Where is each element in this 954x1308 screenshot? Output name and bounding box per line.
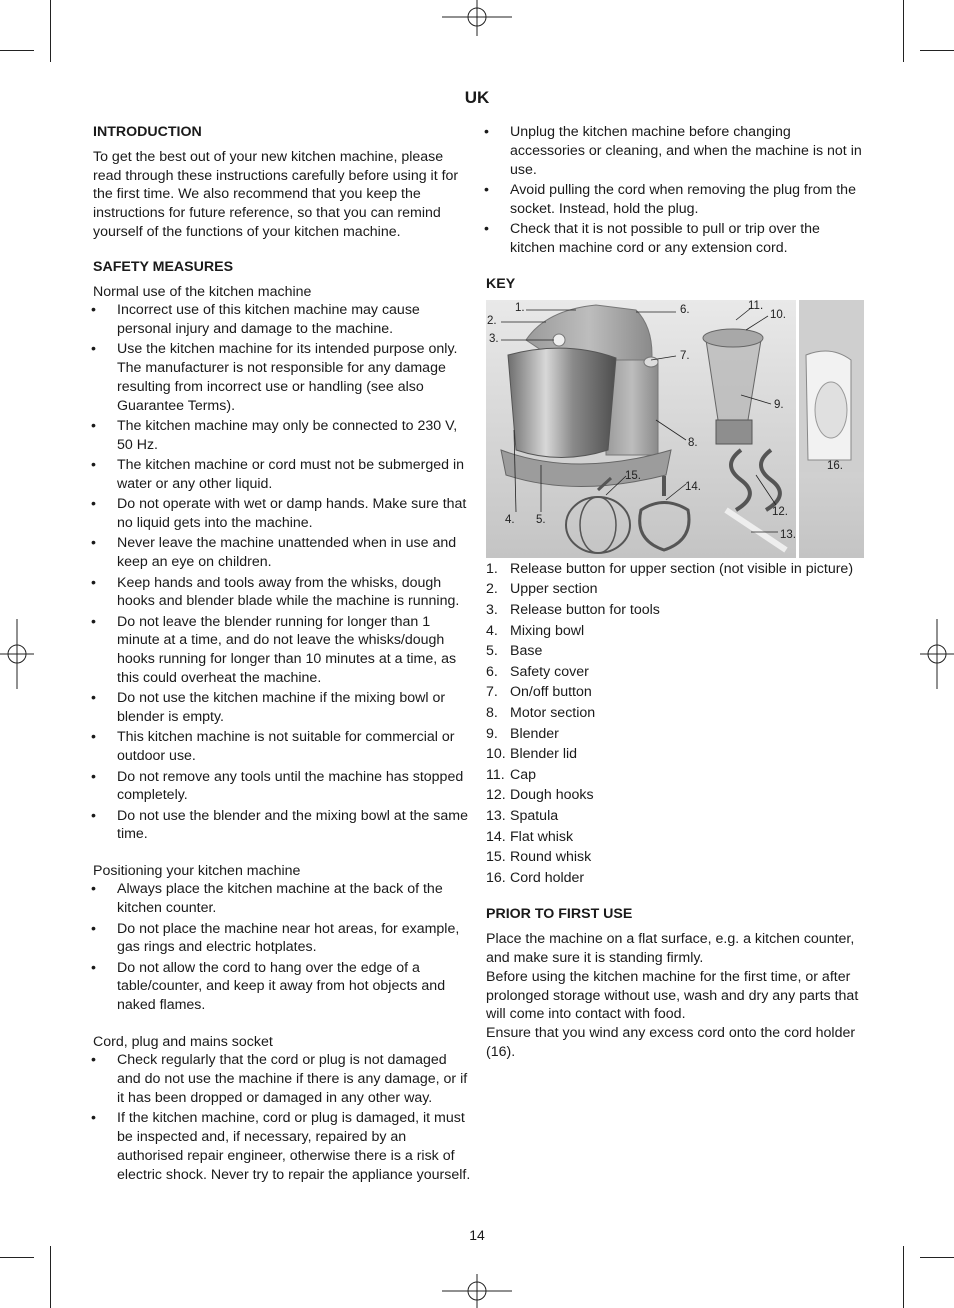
callout-label: 15.	[625, 469, 641, 482]
crop-mark	[0, 1257, 34, 1258]
list-item: • Incorrect use of this kitchen machine may cause personal injury and damage to the machine.	[93, 301, 471, 339]
list-item: 9. Blender	[486, 725, 559, 742]
list-item: • Do not use the blender and the mixing bowl at the same time.	[93, 807, 471, 845]
crop-mark	[903, 1246, 904, 1308]
list-item: • Do not leave the blender running for longer than 1 minute at a time, and do not leave the whisks/dough hooks running for longer than 10 minutes at a time, as this could overheat the machine.	[93, 613, 471, 688]
callout-label: 14.	[685, 480, 701, 493]
list-item: 8. Motor section	[486, 705, 596, 722]
cord-list	[93, 1051, 471, 1184]
callout-label: 5.	[536, 513, 546, 526]
callout-label: 16.	[827, 459, 843, 472]
list-item: • The kitchen machine or cord must not be submerged in water or any other liquid.	[93, 456, 471, 494]
left-column	[93, 123, 471, 1186]
callout-label: 6.	[680, 303, 690, 316]
list-item: 16. Cord holder	[486, 869, 585, 886]
introduction-text: To get the best out of your new kitchen machine, please read through these instructions carefully before using it for the first time. We also recommend that you keep the instructions for future reference, so that you can remind yourself of the functions of your kitchen machine.	[93, 148, 459, 240]
callout-label: 3.	[489, 332, 499, 345]
key-list	[486, 560, 864, 888]
key-heading: KEY	[486, 276, 516, 293]
kitchen-machine-photo	[486, 300, 864, 558]
registration-mark-top	[442, 0, 512, 36]
crop-mark	[0, 50, 34, 51]
crop-mark	[920, 1257, 954, 1258]
list-item: • This kitchen machine is not suitable for commercial or outdoor use.	[93, 728, 471, 766]
list-item: • Unplug the kitchen machine before changing accessories or cleaning, and when the machine is not in use.	[486, 123, 864, 179]
list-item: • The kitchen machine may only be connected to 230 V, 50 Hz.	[93, 417, 471, 455]
positioning-heading: Positioning your kitchen machine	[93, 862, 301, 879]
list-item: • Check that it is not possible to pull or trip over the kitchen machine cord or any extension cord.	[486, 220, 864, 258]
callout-label: 12.	[772, 505, 788, 518]
crop-mark	[50, 1246, 51, 1308]
prior-paragraph: Place the machine on a flat surface, e.g. a kitchen counter, and make sure it is standing firmly.	[486, 931, 855, 966]
callout-label: 7.	[680, 349, 690, 362]
crop-mark	[50, 0, 51, 62]
list-item: 14. Flat whisk	[486, 828, 574, 845]
list-item: 10. Blender lid	[486, 746, 578, 763]
callout-label: 1.	[515, 301, 525, 314]
callout-label: 10.	[770, 308, 786, 321]
list-item: 7. On/off button	[486, 684, 592, 701]
callout-label: 9.	[774, 398, 784, 411]
prior-heading: PRIOR TO FIRST USE	[486, 906, 633, 923]
list-item: • Do not place the machine near hot areas, for example, gas rings and electric hotplates.	[93, 920, 471, 958]
list-item: • Do not allow the cord to hang over the edge of a table/counter, and keep it away from hot objects and naked flames.	[93, 959, 471, 1015]
list-item: • If the kitchen machine, cord or plug is damaged, it must be inspected and, if necessary, repaired by an authorised repair engineer, otherwise there is a risk of electric shock. Never try to repair the appliance yourself.	[93, 1109, 471, 1184]
list-item: • Never leave the machine unattended when in use and keep an eye on children.	[93, 534, 471, 572]
list-item: 2. Upper section	[486, 581, 598, 598]
callout-label: 8.	[688, 436, 698, 449]
list-item: • Keep hands and tools away from the whisks, dough hooks and blender blade while the machine is running.	[93, 574, 471, 612]
list-item: 12. Dough hooks	[486, 787, 594, 804]
list-item: • Use the kitchen machine for its intended purpose only. The manufacturer is not responsible for any damage resulting from incorrect use or handling (see also Guarantee Terms).	[93, 340, 471, 415]
registration-mark-bottom	[442, 1274, 512, 1308]
list-item: 3. Release button for tools	[486, 602, 660, 619]
callout-label: 13.	[780, 528, 796, 541]
list-item: • Check regularly that the cord or plug is not damaged and do not use the machine if there is any damage, or if it has been dropped or damaged in any other way.	[93, 1051, 471, 1107]
positioning-list	[93, 880, 471, 1015]
callout-label: 2.	[487, 314, 497, 327]
list-item: 5. Base	[486, 643, 543, 660]
cord-list-continued	[486, 123, 864, 258]
list-item: • Do not use the kitchen machine if the mixing bowl or blender is empty.	[93, 689, 471, 727]
safety-heading: SAFETY MEASURES	[93, 258, 234, 275]
list-item: 13. Spatula	[486, 808, 559, 824]
list-item: • Do not operate with wet or damp hands. Make sure that no liquid gets into the machine.	[93, 495, 471, 533]
prior-paragraph: Before using the kitchen machine for the first time, or after prolonged storage without use, wash and dry any parts that will come into contact with food.	[486, 968, 859, 1023]
registration-mark-left	[0, 619, 34, 689]
introduction-heading: INTRODUCTION	[93, 124, 202, 140]
list-item: 6. Safety cover	[486, 663, 589, 680]
prior-paragraph: Ensure that you wind any excess cord onto the cord holder (16).	[486, 1025, 856, 1060]
callout-label: 4.	[505, 513, 515, 526]
list-item: 1. Release button for upper section (not visible in picture)	[486, 560, 854, 577]
crop-mark	[903, 0, 904, 62]
safety-list	[93, 301, 471, 844]
callout-label: 11.	[748, 299, 764, 312]
page-number: 14	[469, 1227, 485, 1243]
list-item: 4. Mixing bowl	[486, 622, 585, 639]
list-item: 15. Round whisk	[486, 849, 592, 866]
normal-use-subheading: Normal use of the kitchen machine	[93, 283, 312, 300]
cord-heading: Cord, plug and mains socket	[93, 1033, 273, 1050]
list-item: • Always place the kitchen machine at the back of the kitchen counter.	[93, 880, 471, 918]
right-column	[486, 123, 864, 1062]
list-item: • Do not remove any tools until the machine has stopped completely.	[93, 768, 471, 806]
list-item: • Avoid pulling the cord when removing the plug from the socket. Instead, hold the plug.	[486, 181, 864, 219]
crop-mark	[920, 50, 954, 51]
registration-mark-right	[920, 619, 954, 689]
list-item: 11. Cap	[486, 766, 537, 783]
language-header: UK	[464, 88, 490, 107]
